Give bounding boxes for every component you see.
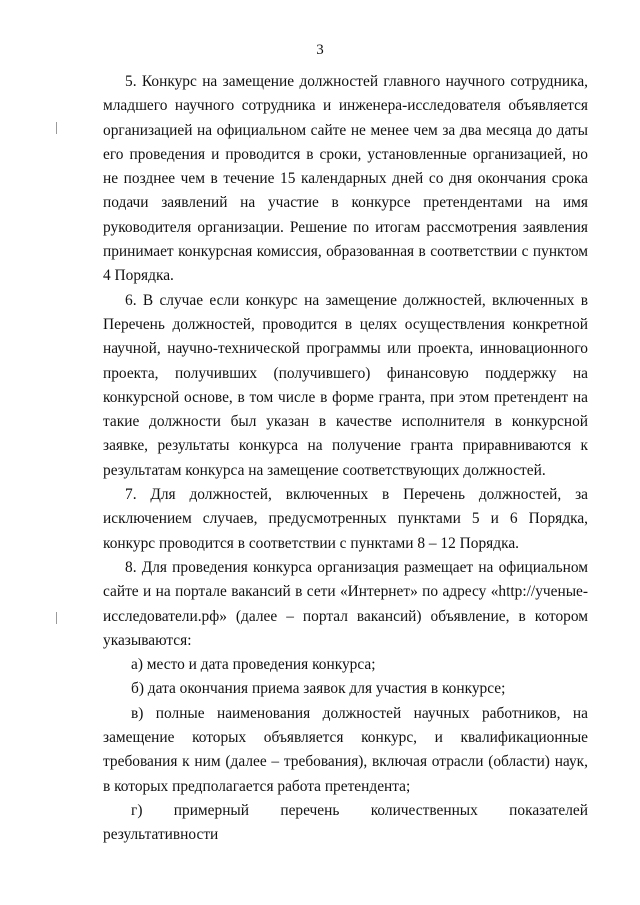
list-item-b: б) дата окончания приема заявок для участия в конкурсе; xyxy=(131,680,506,698)
list-item-g: г) примерный перечень количественных показателей результативности xyxy=(103,801,588,844)
paragraph-8: 8. Для проведения конкурса организация размещает на официальном сайте и на портале вакансий в сети «Интернет» по адресу «http://ученые-исследователи.рф» (далее – портал вакансий) объявление, в котором указываются: xyxy=(103,558,588,649)
list-item-v: в) полные наименования должностей научных работников, на замещение которых объявляется конкурс, и квалификационные требования к ним (далее – требования), включая отрасли (области) наук, в которых предполагается работа претендента; xyxy=(103,704,588,795)
paragraph-5: 5. Конкурс на замещение должностей главного научного сотрудника, младшего научного сотрудника и инженера-исследователя объявляется организацией на официальном сайте не менее чем за два месяца до даты его проведения и проводится в сроки, установленные организацией, но не позднее чем в течение 15 календарных дней со дня окончания срока подачи заявлений на участие в конкурсе претендентами на имя руководителя организации. Решение по итогам рассмотрения заявления принимает конкурсная комиссия, образованная в соответствии с пунктом 4 Порядка. xyxy=(103,73,588,285)
scan-artifact xyxy=(56,122,57,134)
paragraph-6: 6. В случае если конкурс на замещение должностей, включенных в Перечень должностей, проводится в целях осуществления конкретной научной, научно-технической программы или проекта, инновационного проекта, получивших (получившего) финансовую поддержку на конкурсной основе, в том числе в форме гранта, при этом претендент на такие должности был указан в качестве исполнителя в конкурсной заявке, результаты конкурса на получение гранта приравниваются к результатам конкурса на замещение соответствующих должностей. xyxy=(103,291,588,479)
page-number: 3 xyxy=(316,42,324,58)
document-body xyxy=(103,70,588,848)
scan-artifact xyxy=(56,612,57,624)
paragraph-7: 7. Для должностей, включенных в Перечень должностей, за исключением случаев, предусмотренных пунктами 5 и 6 Порядка, конкурс проводится в соответствии с пунктами 8 – 12 Порядка. xyxy=(103,486,588,552)
list-item-a: а) место и дата проведения конкурса; xyxy=(131,656,376,674)
